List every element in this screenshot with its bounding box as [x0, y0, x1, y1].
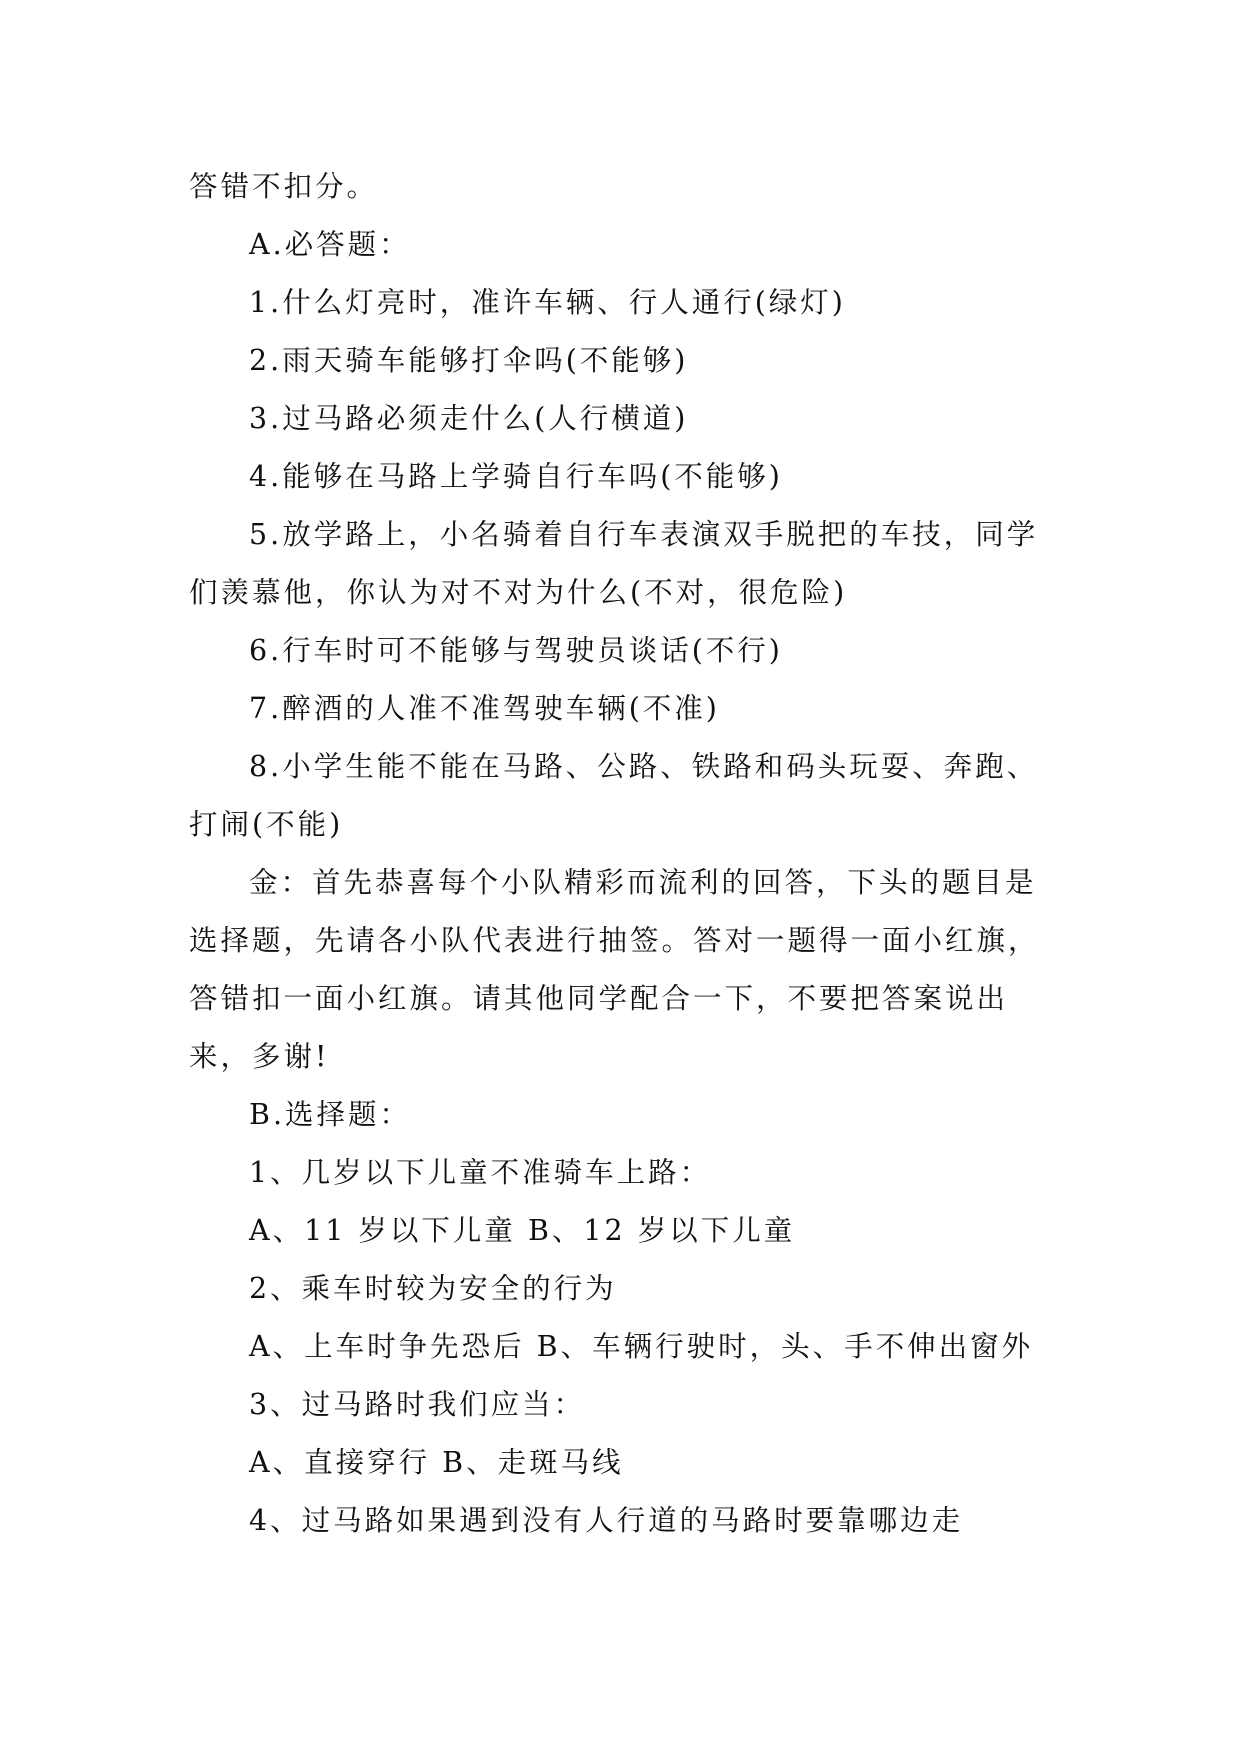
question-a5: 5.放学路上，小名骑着自行车表演双手脱把的车技，同学们羡慕他，你认为对不对为什么(不对，很危险): [189, 518, 1039, 609]
question-b2-options: A、上车时争先恐后 B、车辆行驶时，头、手不伸出窗外: [249, 1330, 1034, 1363]
question-b2: 2、乘车时较为安全的行为: [249, 1272, 617, 1305]
question-a2: 2.雨天骑车能够打伞吗(不能够): [249, 344, 689, 377]
section-b-heading: B.选择题：: [249, 1098, 412, 1131]
question-a6: 6.行车时可不能够与驾驶员谈话(不行): [249, 634, 783, 667]
host-speech: 金：首先恭喜每个小队精彩而流利的回答，下头的题目是选择题，先请各小队代表进行抽签。答对一题得一面小红旗，答错扣一面小红旗。请其他同学配合一下，不要把答案说出来，多谢!: [189, 866, 1040, 1073]
question-a4: 4.能够在马路上学骑自行车吗(不能够): [249, 460, 783, 493]
question-b3-options: A、直接穿行 B、走斑马线: [249, 1446, 624, 1479]
question-b1-options: A、11 岁以下儿童 B、12 岁以下儿童: [249, 1214, 796, 1247]
document-body: [189, 158, 1051, 1550]
question-a1: 1.什么灯亮时，准许车辆、行人通行(绿灯): [249, 286, 846, 319]
question-a8: 8.小学生能不能在马路、公路、铁路和码头玩耍、奔跑、打闹(不能): [189, 750, 1039, 841]
question-a7: 7.醉酒的人准不准驾驶车辆(不准): [249, 692, 720, 725]
question-b3: 3、过马路时我们应当：: [249, 1388, 586, 1421]
question-a3: 3.过马路必须走什么(人行横道): [249, 402, 689, 435]
question-b1: 1、几岁以下儿童不准骑车上路：: [249, 1156, 712, 1189]
paragraph-1: 答错不扣分。: [189, 170, 379, 203]
section-a-heading: A.必答题：: [249, 228, 411, 261]
question-b4: 4、过马路如果遇到没有人行道的马路时要靠哪边走: [249, 1504, 964, 1537]
